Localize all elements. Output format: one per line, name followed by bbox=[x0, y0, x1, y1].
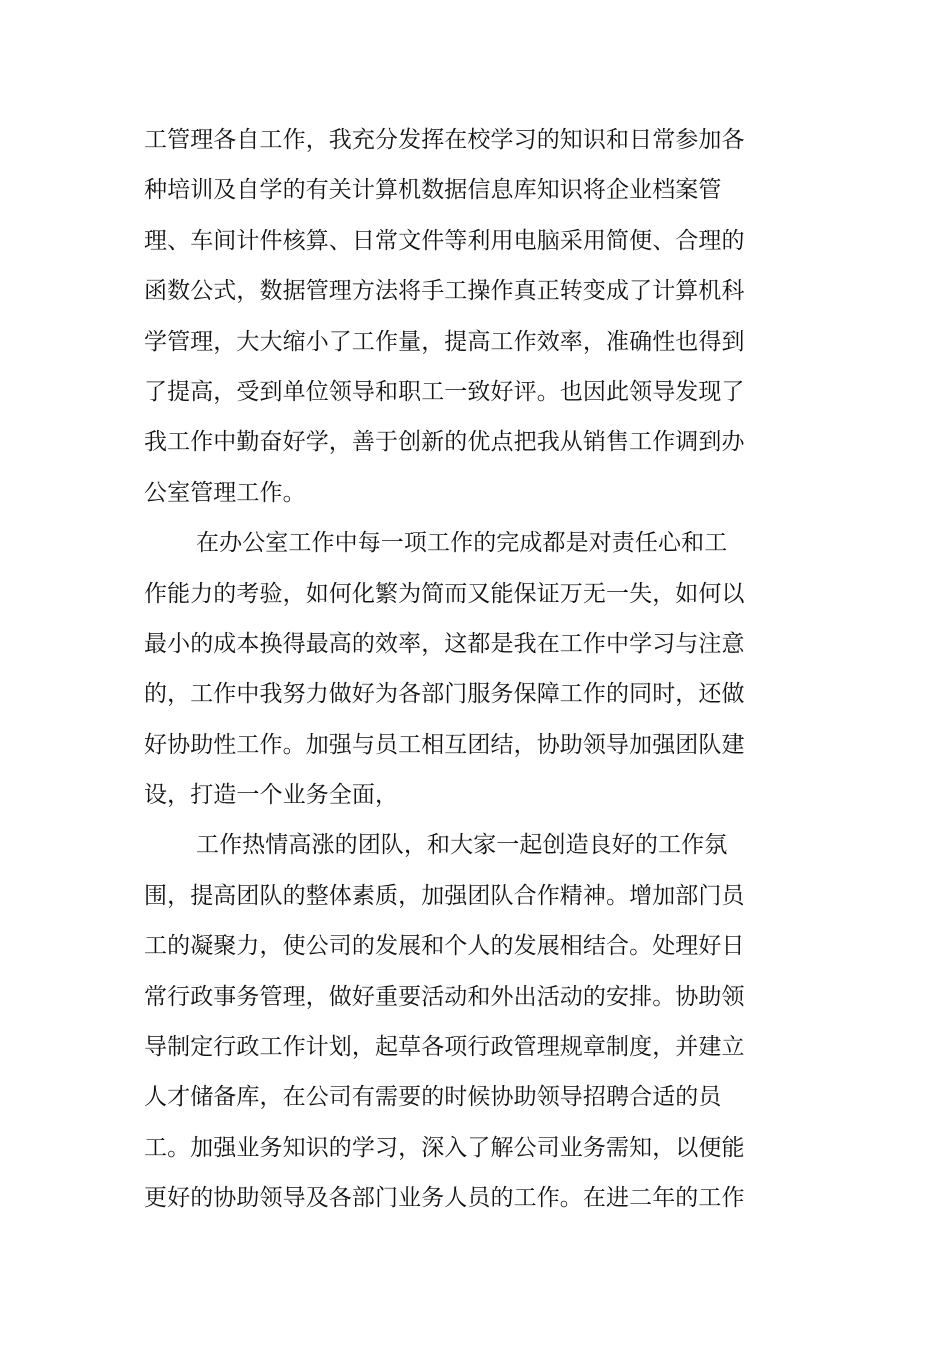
text-line: 工管理各自工作，我充分发挥在校学习的知识和日常参加各 bbox=[144, 127, 745, 153]
text-line: 常行政事务管理，做好重要活动和外出活动的安排。协助领 bbox=[144, 983, 745, 1010]
text-line: 最小的成本换得最高的效率，这都是我在工作中学习与注意 bbox=[144, 630, 745, 657]
paragraph-3 bbox=[144, 820, 744, 1223]
text-line: 了提高，受到单位领导和职工一致好评。也因此领导发现了 bbox=[144, 378, 745, 405]
text-line: 工作热情高涨的团队，和大家一起创造良好的工作氛 bbox=[196, 832, 728, 859]
text-line: 公室管理工作。 bbox=[144, 479, 306, 506]
text-line: 好协助性工作。加强与员工相互团结，协助领导加强团队建 bbox=[144, 731, 745, 758]
text-line: 设，打造一个业务全面， bbox=[144, 782, 399, 809]
paragraph-1 bbox=[144, 115, 744, 518]
text-line: 函数公式，数据管理方法将手工操作真正转变成了计算机科 bbox=[144, 278, 745, 305]
text-line: 工的凝聚力，使公司的发展和个人的发展相结合。处理好日 bbox=[144, 933, 745, 960]
text-line: 在办公室工作中每一项工作的完成都是对责任心和工 bbox=[196, 530, 728, 557]
text-line: 导制定行政工作计划，起草各项行政管理规章制度，并建立 bbox=[144, 1034, 745, 1061]
text-line: 理、车间计件核算、日常文件等利用电脑采用简便、合理的 bbox=[144, 227, 745, 254]
text-line: 作能力的考验，如何化繁为简而又能保证万无一失，如何以 bbox=[144, 580, 745, 607]
document-body bbox=[144, 115, 744, 1224]
text-line: 围，提高团队的整体素质，加强团队合作精神。增加部门员 bbox=[144, 882, 745, 909]
text-line: 人才储备库，在公司有需要的时候协助领导招聘合适的员 bbox=[144, 1084, 722, 1111]
text-line: 我工作中勤奋好学，善于创新的优点把我从销售工作调到办 bbox=[144, 429, 745, 456]
text-line: 更好的协助领导及各部门业务人员的工作。在进二年的工作 bbox=[144, 1185, 745, 1212]
paragraph-2 bbox=[144, 518, 744, 820]
text-line: 学管理，大大缩小了工作量，提高工作效率，准确性也得到 bbox=[144, 328, 745, 355]
text-line: 工。加强业务知识的学习，深入了解公司业务需知，以便能 bbox=[144, 1134, 745, 1161]
text-line: 的，工作中我努力做好为各部门服务保障工作的同时，还做 bbox=[144, 681, 745, 708]
text-line: 种培训及自学的有关计算机数据信息库知识将企业档案管 bbox=[144, 177, 722, 204]
